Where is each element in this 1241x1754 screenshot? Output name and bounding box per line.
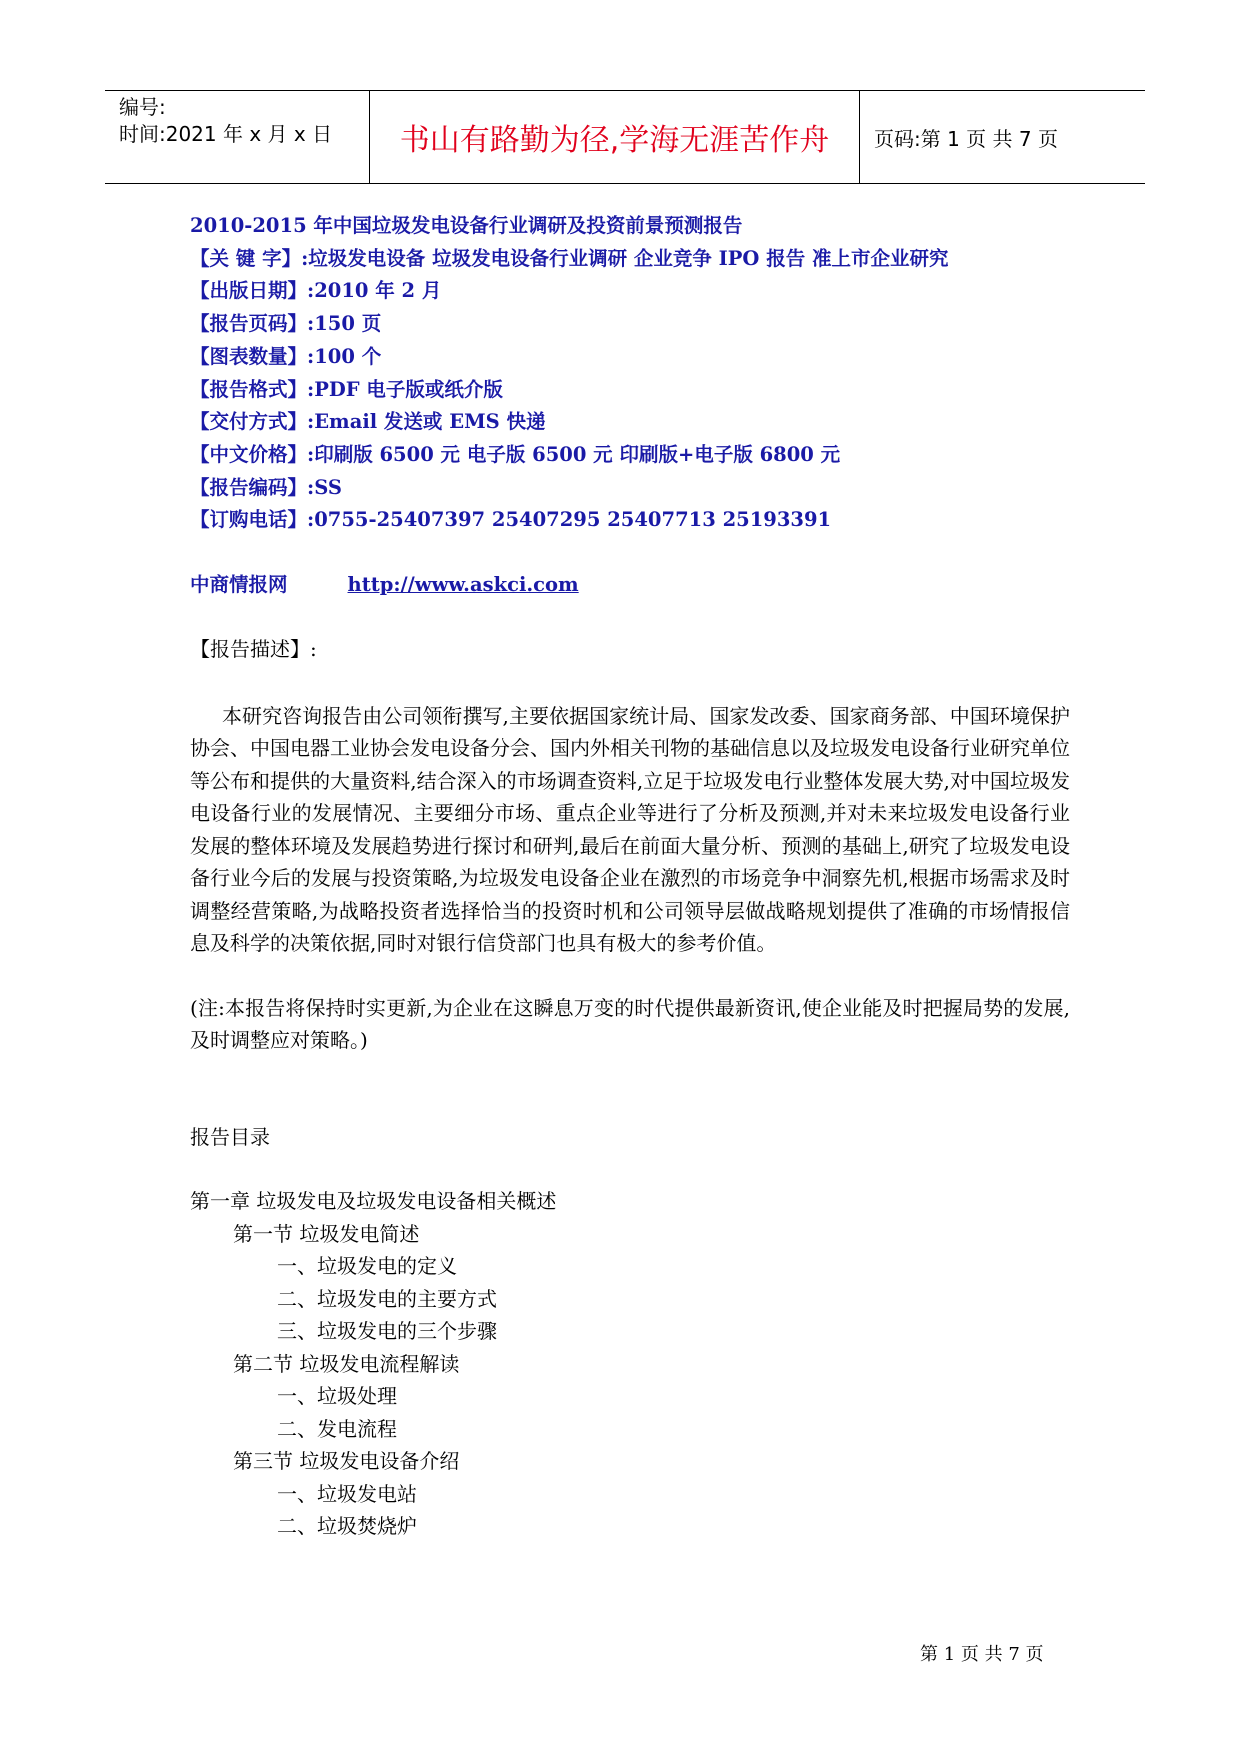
page-header bbox=[105, 90, 1145, 184]
toc-item: 一、垃圾发电站 bbox=[277, 1481, 417, 1506]
toc-item: 一、垃圾发电的定义 bbox=[277, 1254, 457, 1279]
toc-item: 二、垃圾发电的主要方式 bbox=[277, 1286, 497, 1311]
report-phone: 【订购电话】:0755-25407397 25407295 25407713 25193391 bbox=[190, 508, 832, 532]
report-title: 2010-2015 年中国垃圾发电设备行业调研及投资前景预测报告 bbox=[190, 214, 743, 237]
description-paragraph: 本研究咨询报告由公司领衔撰写,主要依据国家统计局、国家发改委、国家商务部、中国环境保护协会、中国电器工业协会发电设备分会、国内外相关刊物的基础信息以及垃圾发电设备行业研究单位等公布和提供的大量资料,结合深入的市场调查资料,立足于垃圾发电行业整体发展大势,对中国垃圾发电设备行业的发展情况、主要细分市场、重点企业等进行了分析及预测,并对未来垃圾发电设备行业发展的整体环境及发展趋势进行探讨和研判,最后在前面大量分析、预测的基础上,研究了垃圾发电设备行业今后的发展与投资策略,为垃圾发电设备企业在激烈的市场竞争中洞察先机,根据市场需求及时调整经营策略,为战略投资者选择恰当的投资时机和公司领导层做战略规划提供了准确的市场情报信息及科学的决策依据,同时对银行信贷部门也具有极大的参考价值。 bbox=[190, 703, 1070, 956]
document-time-label: 时间:2021 年 x 月 x 日 bbox=[119, 122, 333, 146]
header-motto: 书山有路勤为径,学海无涯苦作舟 bbox=[370, 91, 860, 183]
document-body bbox=[190, 210, 1070, 1543]
toc-item: 第一节 垃圾发电简述 bbox=[233, 1221, 420, 1246]
header-page-label: 页码:第 1 页 共 7 页 bbox=[874, 126, 1058, 151]
page-footer: 第 1 页 共 7 页 bbox=[920, 1644, 1044, 1665]
toc-item: 三、垃圾发电的三个步骤 bbox=[277, 1319, 497, 1344]
site-row bbox=[190, 569, 1070, 601]
report-pages: 【报告页码】:150 页 bbox=[190, 312, 382, 336]
site-name: 中商情报网 bbox=[190, 573, 288, 597]
document-number-label: 编号: bbox=[119, 95, 166, 119]
report-chart-count: 【图表数量】:100 个 bbox=[190, 344, 382, 368]
report-publish-date: 【出版日期】:2010 年 2 月 bbox=[190, 279, 442, 303]
description-label: 【报告描述】: bbox=[190, 637, 317, 662]
header-meta bbox=[105, 91, 370, 183]
toc-item: 二、发电流程 bbox=[277, 1416, 397, 1441]
toc-item: 第一章 垃圾发电及垃圾发电设备相关概述 bbox=[190, 1189, 557, 1214]
table-of-contents bbox=[190, 1185, 1070, 1543]
report-format: 【报告格式】:PDF 电子版或纸介版 bbox=[190, 377, 503, 401]
report-keywords: 【关 键 字】:垃圾发电设备 垃圾发电设备行业调研 企业竞争 IPO 报告 准上市企业研究 bbox=[190, 246, 949, 270]
report-code: 【报告编码】:SS bbox=[190, 475, 342, 499]
toc-item: 一、垃圾处理 bbox=[277, 1384, 397, 1409]
site-link[interactable]: http://www.askci.com bbox=[347, 573, 579, 597]
toc-item: 第二节 垃圾发电流程解读 bbox=[233, 1351, 460, 1376]
report-price: 【中文价格】:印刷版 6500 元 电子版 6500 元 印刷版+电子版 6800 元 bbox=[190, 442, 841, 466]
toc-item: 二、垃圾焚烧炉 bbox=[277, 1514, 417, 1539]
toc-item: 第三节 垃圾发电设备介绍 bbox=[233, 1449, 460, 1474]
update-note: (注:本报告将保持时实更新,为企业在这瞬息万变的时代提供最新资讯,使企业能及时把握局势的发展,及时调整应对策略。) bbox=[190, 995, 1070, 1053]
toc-title: 报告目录 bbox=[190, 1124, 270, 1149]
report-delivery: 【交付方式】:Email 发送或 EMS 快递 bbox=[190, 410, 546, 434]
